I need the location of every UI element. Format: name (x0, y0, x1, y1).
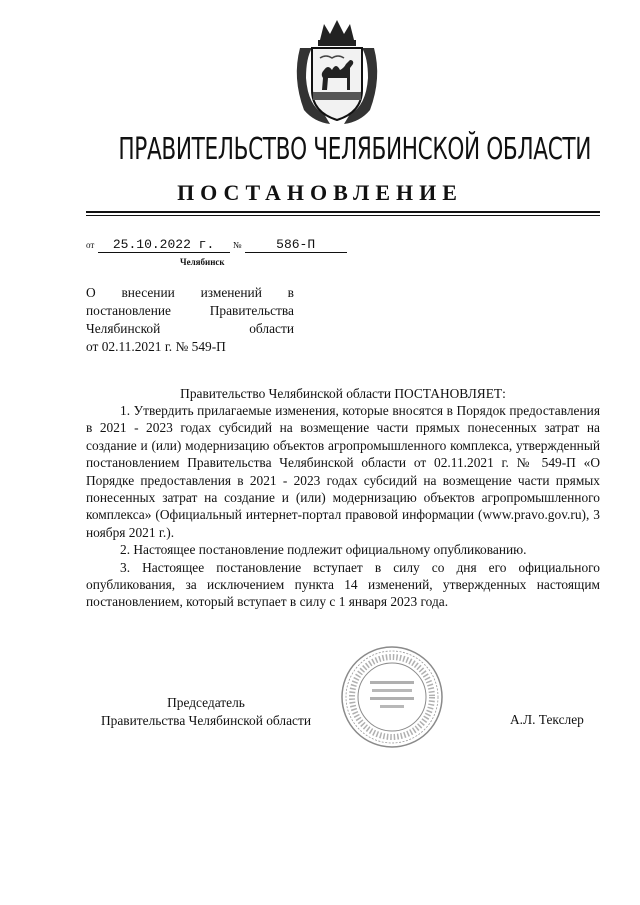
number-label: № (232, 240, 242, 250)
clause: 1. Утвердить прилагаемые изменения, которые вносятся в Порядок предоставления в 2021 - 2023 годах субсидий на возмещение части прямых понесенных затрат на создание и (или) модернизацию объектов агропромышленного комплекса, утвержденный постановлением Правительства Челябинской области от 02.11.2021 г. № 549-П «О Порядке предоставления в 2021 - 2023 годах субсидий на возмещение части прямых понесенных затрат на создание и (или) модернизацию объектов агропромышленного комплекса» (Официальный интернет-портал правовой информации (www.pravo.gov.ru), 3 ноября 2021 г.). (86, 403, 600, 540)
city: Челябинск (180, 257, 225, 267)
official-seal-icon (340, 645, 444, 749)
header-rule-thick (86, 211, 600, 213)
subject-line: О внесении изменений в (86, 285, 294, 300)
subject-line: от 02.11.2021 г. № 549-П (86, 339, 226, 354)
document-number: 586-П (245, 237, 347, 253)
signatory-name: А.Л. Текслер (510, 712, 584, 727)
subject-line: Челябинской области (86, 321, 294, 336)
government-title: ПРАВИТЕЛЬСТВО ЧЕЛЯБИНСКОЙ ОБЛАСТИ (118, 132, 592, 167)
document-body (86, 402, 600, 611)
subject-line: постановление Правительства (86, 303, 294, 318)
position-line: Правительства Челябинской области (101, 713, 311, 728)
document-type: ПОСТАНОВЛЕНИЕ (177, 180, 463, 205)
signatory-position (86, 694, 326, 730)
subject-block (86, 284, 294, 356)
dateline (86, 236, 347, 253)
coat-of-arms-icon (290, 18, 384, 128)
clause: 3. Настоящее постановление вступает в силу со дня его официального опубликования, за исключением пункта 14 изменений, утвержденных настоящим постановлением, который вступает в силу с 1 января 2023 года. (86, 559, 600, 610)
document-date: 25.10.2022 г. (98, 237, 230, 253)
clause: 2. Настоящее постановление подлежит официальному опубликованию. (120, 542, 527, 558)
from-label: от (86, 240, 95, 250)
position-line: Председатель (167, 695, 245, 710)
header-rule-thin (86, 215, 600, 216)
preamble: Правительство Челябинской области ПОСТАНОВЛЯЕТ: (180, 386, 506, 401)
